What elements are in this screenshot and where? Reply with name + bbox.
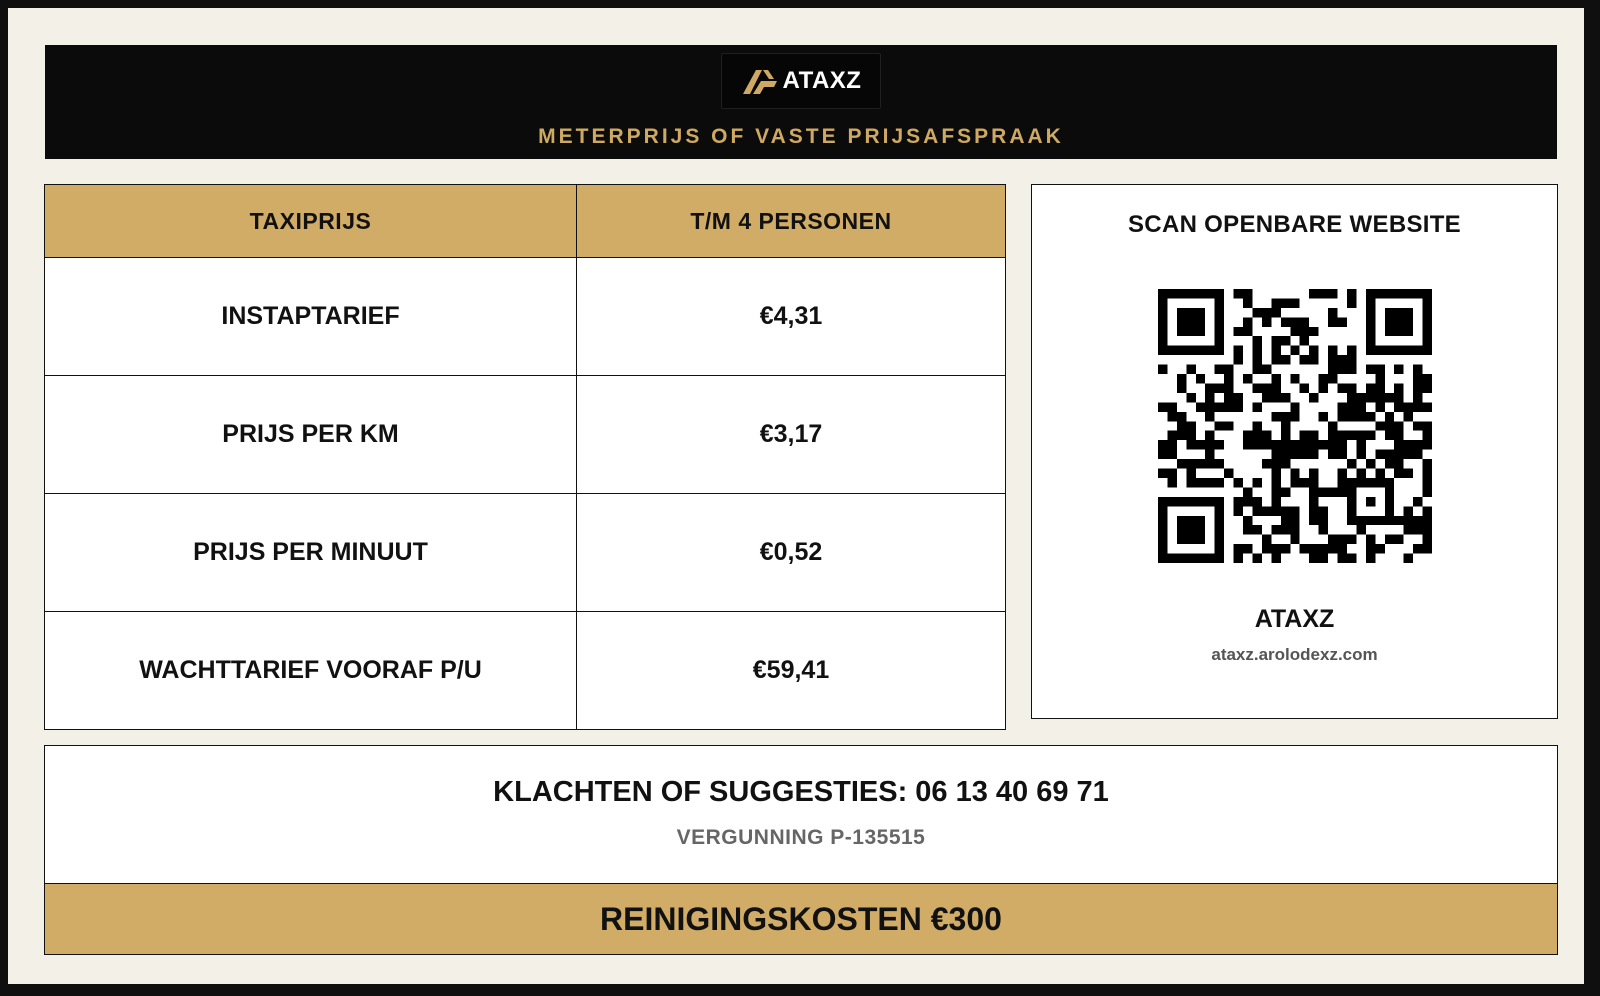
rate-label: INSTAPTARIEF <box>45 258 577 376</box>
column-header-taxiprijs: TAXIPRIJS <box>45 185 577 258</box>
rate-label: PRIJS PER KM <box>45 376 577 494</box>
license-number: VERGUNNING P-135515 <box>676 826 926 849</box>
header-subtitle: METERPRIJS OF VASTE PRIJSAFSPRAAK <box>538 125 1064 148</box>
rate-value: €59,41 <box>577 612 1006 730</box>
rate-value: €0,52 <box>577 494 1006 612</box>
rates-table <box>44 184 1006 730</box>
complaints-phone: KLACHTEN OF SUGGESTIES: 06 13 40 69 71 <box>493 776 1109 808</box>
rate-label: PRIJS PER MINUUT <box>45 494 577 612</box>
column-header-persons: T/M 4 PERSONEN <box>577 185 1006 258</box>
table-row <box>45 612 1006 730</box>
cleaning-fee-banner: REINIGINGSKOSTEN €300 <box>45 883 1557 954</box>
footer-panel <box>44 745 1558 955</box>
header-banner <box>45 45 1557 159</box>
qr-panel <box>1031 184 1558 719</box>
rate-value: €3,17 <box>577 376 1006 494</box>
qr-title: SCAN OPENBARE WEBSITE <box>1128 211 1461 238</box>
website-url[interactable]: ataxz.arolodexz.com <box>1211 645 1378 664</box>
rate-label: WACHTTARIEF VOORAF P/U <box>45 612 577 730</box>
logo-text: ATAXZ <box>782 67 862 94</box>
table-row <box>45 494 1006 612</box>
qr-brand: ATAXZ <box>1254 605 1335 633</box>
table-row <box>45 376 1006 494</box>
sign-frame <box>8 8 1584 984</box>
logo <box>721 53 881 109</box>
qr-code-icon[interactable] <box>1158 289 1432 563</box>
table-row <box>45 258 1006 376</box>
ataxz-logo-icon <box>741 67 779 95</box>
table-header-row <box>45 185 1006 258</box>
rate-value: €4,31 <box>577 258 1006 376</box>
